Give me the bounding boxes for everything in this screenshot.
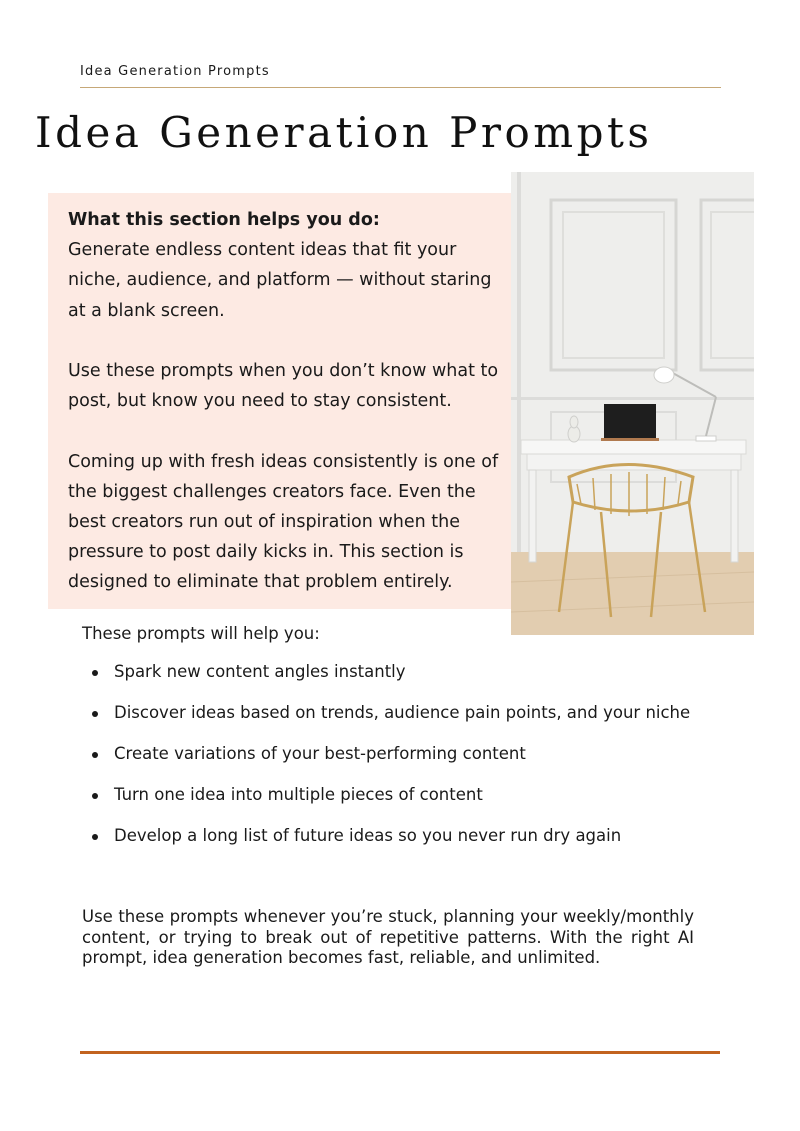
section-summary-callout — [48, 193, 512, 609]
bullet-icon — [92, 752, 98, 758]
benefits-list — [92, 662, 694, 867]
bullet-icon — [92, 670, 98, 676]
callout-intro: Generate endless content ideas that fit your niche, audience, and platform — without staring at a blank screen. — [68, 240, 492, 321]
closing-paragraph: Use these prompts whenever you’re stuck, planning your weekly/monthly content, or trying to break out of repetitive patterns. With the right AI prompt, idea generation becomes fast, reliable, and unlimited. — [82, 907, 694, 967]
footer-divider — [80, 1051, 720, 1054]
list-item: Turn one idea into multiple pieces of content — [92, 785, 694, 806]
callout-context: Coming up with fresh ideas consistently is one of the biggest challenges creators face. Even the best creators run out of inspiration when the pressure to post daily kicks in. This section is designed to eliminate that problem entirely. — [68, 451, 499, 593]
bullet-icon — [92, 834, 98, 840]
list-item: Discover ideas based on trends, audience pain points, and your niche — [92, 703, 694, 724]
header-divider — [80, 87, 721, 88]
running-header: Idea Generation Prompts — [80, 64, 270, 79]
bullet-icon — [92, 793, 98, 799]
bullet-icon — [92, 711, 98, 717]
bullets-lead: These prompts will help you: — [82, 624, 320, 643]
callout-usage: Use these prompts when you don’t know what to post, but know you need to stay consistent. — [68, 361, 499, 412]
callout-heading: What this section helps you do: — [68, 210, 380, 230]
page-title: Idea Generation Prompts — [35, 108, 653, 157]
list-item: Develop a long list of future ideas so you never run dry again — [92, 826, 694, 847]
list-item: Create variations of your best-performing content — [92, 744, 694, 765]
list-item: Spark new content angles instantly — [92, 662, 694, 683]
desk-chair-photo — [511, 172, 754, 635]
